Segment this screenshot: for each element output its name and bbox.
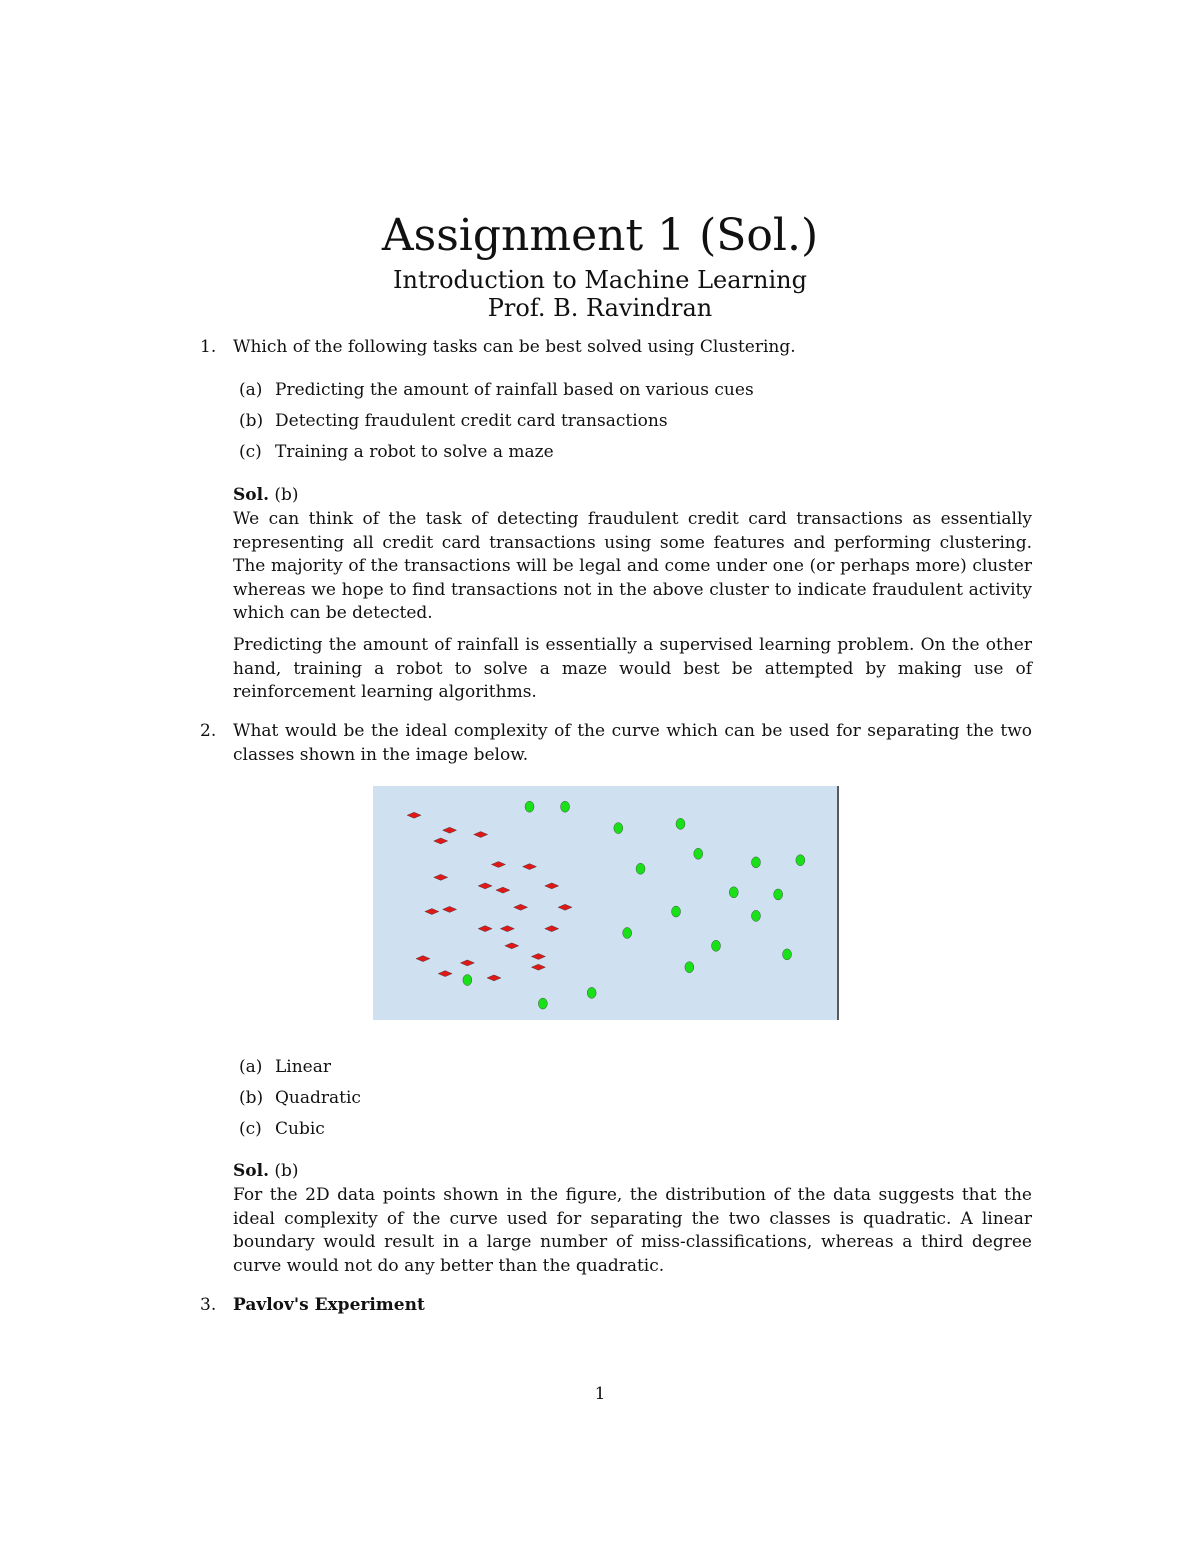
green-point (796, 855, 805, 866)
solution-label: Sol. (233, 485, 269, 505)
solution-label: Sol. (233, 1161, 269, 1181)
green-point (672, 906, 681, 917)
green-point (751, 857, 760, 868)
solution-line (233, 484, 1032, 508)
option-text: Predicting the amount of rainfall based on various cues (275, 380, 754, 400)
question-text: Which of the following tasks can be best solved using Clustering. (233, 337, 796, 357)
figure-background (373, 786, 837, 1020)
green-point (538, 998, 547, 1009)
solution-explanation: We can think of the task of detecting fraudulent credit card transactions as essentially representing all credit card transactions using some features and performing clustering. The majority of the transactions will be legal and come under one (or perhaps more) cluster whereas we hope to find transactions not in the above cluster to indicate fraudulent activity which can be detected. (233, 509, 1032, 623)
green-point (636, 863, 645, 874)
solution-explanation: Predicting the amount of rainfall is essentially a supervised learning problem. On the other hand, training a robot to solve a maze would best be attempted by making use of reinforcement learning algorithms. (233, 635, 1032, 702)
green-point (525, 801, 534, 812)
option-text: Quadratic (275, 1088, 361, 1108)
title-block (0, 210, 1200, 322)
option-text: Cubic (275, 1119, 325, 1139)
solution-explanation: For the 2D data points shown in the figure, the distribution of the data suggests that the ideal complexity of the curve used for separating the two classes is quadratic. A linear boundary would result in a large number of miss-classifications, whereas a third degree curve would not do any better than the quadratic. (233, 1185, 1032, 1276)
option-text: Training a robot to solve a maze (275, 442, 554, 462)
green-point (623, 927, 632, 938)
green-point (712, 940, 721, 951)
green-point (783, 949, 792, 960)
page-number: 1 (594, 1384, 606, 1404)
question-text: Pavlov's Experiment (233, 1295, 425, 1315)
solution-line (233, 1160, 1032, 1184)
green-point (729, 887, 738, 898)
green-point (561, 801, 570, 812)
green-point (774, 889, 783, 900)
solution-answer: (b) (274, 1161, 299, 1181)
question-number: 3. (200, 1295, 217, 1315)
green-point (685, 962, 694, 973)
green-point (751, 910, 760, 921)
question-number: 1. (200, 337, 217, 357)
green-point (614, 823, 623, 834)
option-label: (b) (239, 411, 264, 431)
green-point (676, 818, 685, 829)
option-label: (a) (239, 1057, 263, 1077)
question-number: 2. (200, 721, 217, 741)
green-point (587, 987, 596, 998)
question-text: What would be the ideal complexity of the curve which can be used for separating the two classes shown in the image below. (233, 721, 1032, 765)
option-label: (a) (239, 380, 263, 400)
scatter-figure (373, 786, 839, 1020)
document-title: Assignment 1 (Sol.) (381, 210, 819, 261)
option-label: (c) (239, 442, 262, 462)
green-point (694, 848, 703, 859)
option-label: (c) (239, 1119, 262, 1139)
option-text: Detecting fraudulent credit card transactions (275, 411, 668, 431)
solution-answer: (b) (274, 485, 299, 505)
document-subtitle: Introduction to Machine Learning (393, 266, 807, 294)
green-point (463, 975, 472, 986)
option-label: (b) (239, 1088, 264, 1108)
option-text: Linear (275, 1057, 331, 1077)
document-author: Prof. B. Ravindran (487, 294, 713, 322)
